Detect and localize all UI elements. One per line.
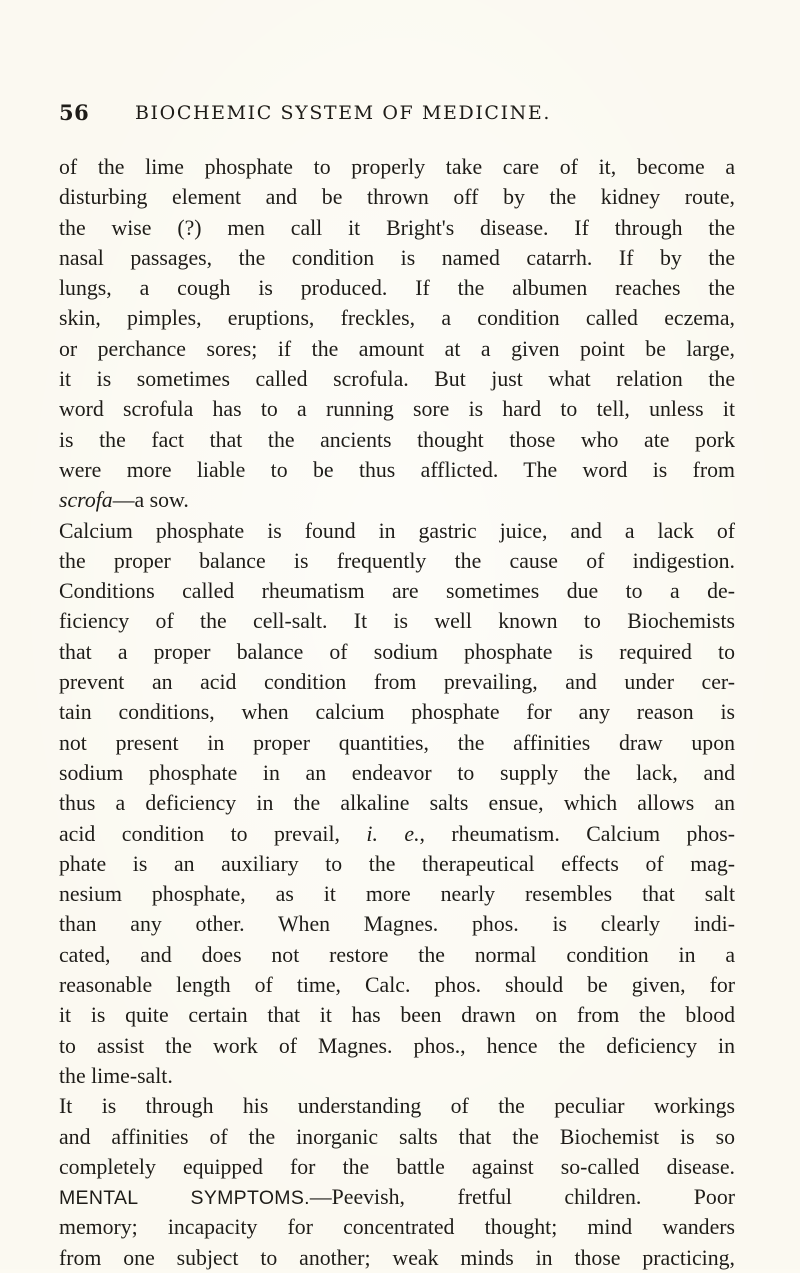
text-line: the proper balance is frequently the cause of indigestion. — [59, 548, 735, 573]
page-number: 56 — [59, 100, 90, 125]
text-line: cated, and does not restore the normal condition in a — [59, 942, 735, 967]
text-line: tain conditions, when calcium phosphate for any reason is — [59, 700, 735, 725]
italic-term: scrofa — [59, 488, 113, 513]
text-line: lungs, a cough is produced. If the albumen reaches the — [59, 276, 735, 301]
text-line: thus a deficiency in the alkaline salts ensue, which allows an — [59, 791, 735, 816]
text-line: prevent an acid condition from prevailing, and under cer- — [59, 670, 735, 695]
text-line: skin, pimples, eruptions, freckles, a condition called eczema, — [59, 306, 735, 331]
text-line: of the lime phosphate to properly take care of it, become a — [59, 155, 735, 179]
text-line — [59, 819, 735, 849]
text-line: sodium phosphate in an endeavor to supply the lack, and — [59, 760, 735, 785]
text-line: it is quite certain that it has been drawn on from the blood — [59, 1003, 735, 1028]
text-line: phate is an auxiliary to the therapeutical effects of mag- — [59, 851, 735, 876]
text-line: is the fact that the ancients thought those who ate pork — [59, 427, 735, 452]
text-line: from one subject to another; weak minds in those practicing, — [59, 1245, 735, 1270]
text-fragment: —Peevish, fretful children. Poor — [309, 1185, 735, 1210]
text-line: the wise (?) men call it Bright's disease. If through the — [59, 215, 735, 240]
text-line: nesium phosphate, as it more nearly resembles that salt — [59, 882, 735, 907]
text-line: and affinities of the inorganic salts that the Biochemist is so — [59, 1124, 735, 1149]
italic-abbreviation: i. e. — [366, 821, 420, 846]
text-line: nasal passages, the condition is named catarrh. If by the — [59, 245, 735, 270]
running-head: BIOCHEMIC SYSTEM OF MEDICINE. — [135, 102, 552, 124]
text-line: it is sometimes called scrofula. But just what relation the — [59, 367, 735, 392]
text-line: the lime-salt. — [59, 1063, 173, 1088]
text-fragment: —a sow. — [112, 488, 189, 513]
text-line: memory; incapacity for concentrated thought; mind wanders — [59, 1215, 735, 1240]
text-line: Calcium phosphate is found in gastric juice, and a lack of — [59, 518, 735, 543]
text-line: reasonable length of time, Calc. phos. should be given, for — [59, 973, 735, 998]
text-line — [59, 485, 735, 515]
text-line: word scrofula has to a running sore is hard to tell, unless it — [59, 397, 735, 422]
text-line: Conditions called rheumatism are sometimes due to a de- — [59, 579, 735, 604]
text-fragment: acid condition to prevail, — [59, 821, 367, 846]
body-text — [59, 152, 735, 1273]
text-line: than any other. When Magnes. phos. is clearly indi- — [59, 912, 735, 937]
text-line: or perchance sores; if the amount at a given point be large, — [59, 336, 735, 361]
text-line: that a proper balance of sodium phosphate is required to — [59, 639, 735, 664]
text-fragment: , rheumatism. Calcium phos- — [419, 821, 735, 846]
text-line: ficiency of the cell-salt. It is well known to Biochemists — [59, 609, 735, 634]
text-line — [59, 1182, 735, 1212]
page-header — [59, 100, 731, 134]
section-heading: MENTAL SYMPTOMS. — [59, 1187, 310, 1210]
text-line: were more liable to be thus afflicted. The word is from — [59, 457, 735, 482]
text-line: not present in proper quantities, the affinities draw upon — [59, 730, 735, 755]
text-line: It is through his understanding of the peculiar workings — [59, 1094, 735, 1119]
text-line: completely equipped for the battle against so-called disease. — [59, 1154, 735, 1179]
text-line: to assist the work of Magnes. phos., hence the deficiency in — [59, 1033, 735, 1058]
text-line: disturbing element and be thrown off by the kidney route, — [59, 185, 735, 210]
